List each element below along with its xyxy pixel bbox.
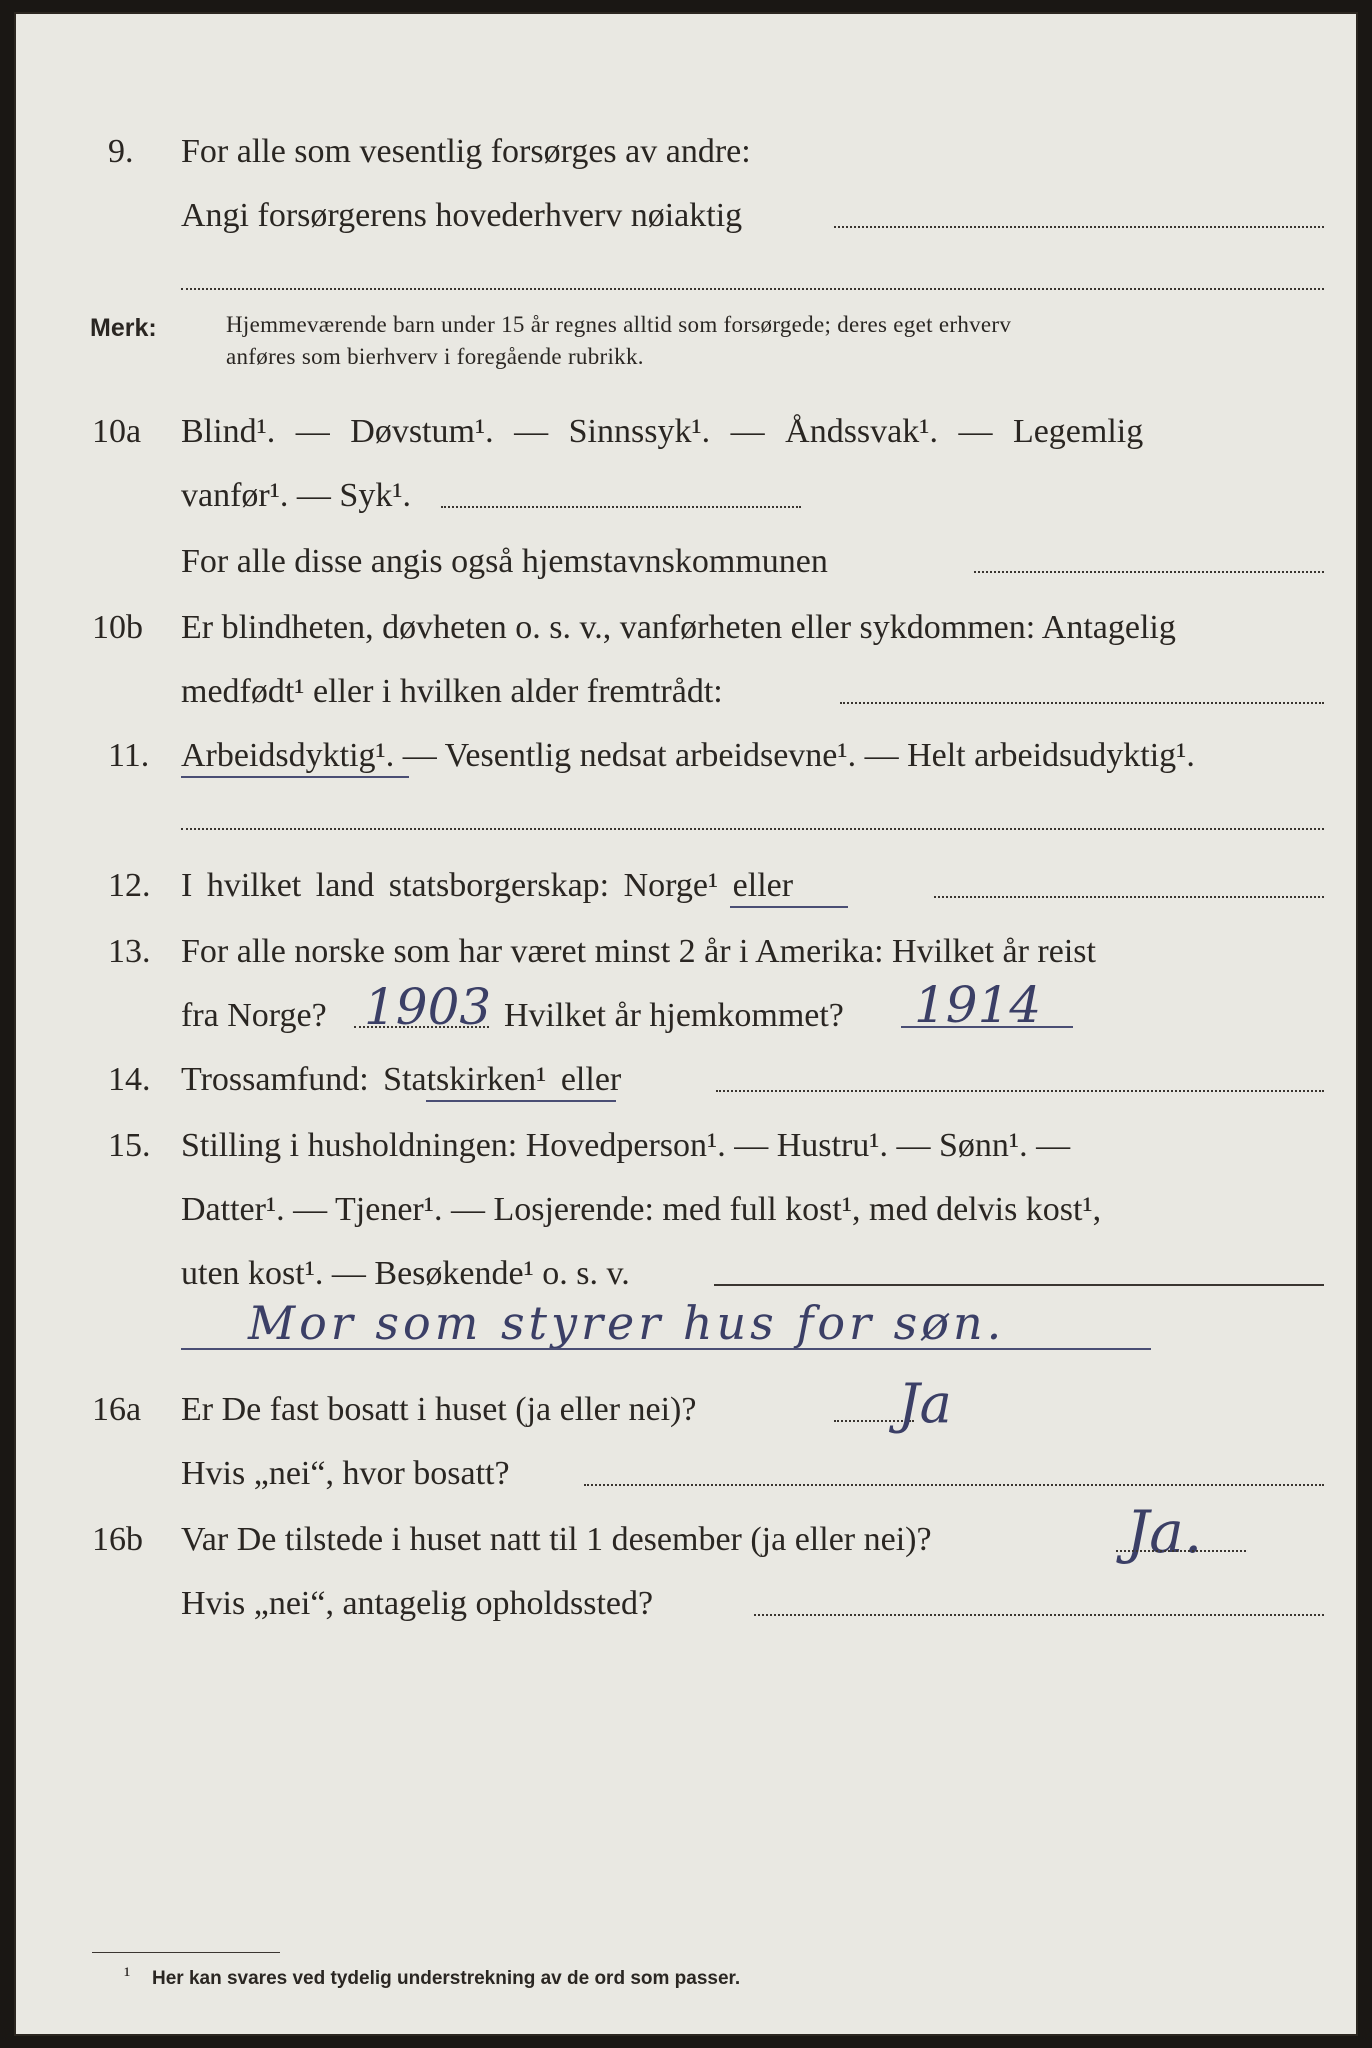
question-12-answer-line <box>934 896 1324 898</box>
question-16b-location-line <box>754 1614 1324 1616</box>
question-10a-number: 10a <box>92 413 142 450</box>
question-10a-answer-line <box>441 506 801 508</box>
question-16b-number: 16b <box>92 1521 143 1558</box>
question-13-return-answer: 1914 <box>914 976 1042 1034</box>
question-13-return-label: Hvilket år hjemkommet? <box>504 997 844 1034</box>
question-16a-residence-line <box>584 1484 1324 1486</box>
merk-label: Merk: <box>90 314 157 342</box>
question-13-text: For alle norske som har været minst 2 år i Amerika: Hvilket år reist <box>181 933 1096 970</box>
question-10b-number: 10b <box>92 609 143 646</box>
question-10a-home-municipality: For alle disse angis også hjemstavnskommunen <box>181 543 828 580</box>
merk-text-1: Hjemmeværende barn under 15 år regnes alltid som forsørgede; deres eget erhverv <box>226 312 1012 337</box>
question-10b-answer-line <box>840 702 1324 704</box>
question-15-answer: Mor som styrer hus for søn. <box>248 1296 1006 1350</box>
question-12-number: 12. <box>108 867 151 904</box>
question-12-text: I hvilket land statsborgerskap: Norge¹ eller <box>181 867 794 904</box>
question-13-departure-answer: 1903 <box>364 978 492 1036</box>
question-9-answer-line-2 <box>181 288 1324 290</box>
question-9-subtext: Angi forsørgerens hovederhverv nøiaktig <box>181 197 743 234</box>
question-16b-answer: Ja. <box>1126 1498 1203 1566</box>
question-9-text: For alle som vesentlig forsørges av andre: <box>181 133 751 170</box>
question-16a-text: Er De fast bosatt i huset (ja eller nei)? <box>181 1391 697 1428</box>
question-15-answer-line-2 <box>181 1348 1151 1350</box>
question-15-answer-line <box>714 1284 1324 1286</box>
question-9-answer-line <box>834 226 1324 228</box>
footnote-text: Her kan svares ved tydelig understrekning av de ord som passer. <box>152 1968 741 1989</box>
question-13-departure-label: fra Norge? <box>181 997 327 1034</box>
question-13-number: 13. <box>108 933 151 970</box>
question-12-underline-mark <box>730 906 848 908</box>
question-15-text-3: uten kost¹. — Besøkende¹ o. s. v. <box>181 1255 630 1292</box>
question-15-number: 15. <box>108 1127 151 1164</box>
question-16b-subtext: Hvis „nei“, antagelig opholdssted? <box>181 1585 654 1622</box>
question-11-text: Arbeidsdyktig¹. — Vesentlig nedsat arbeidsevne¹. — Helt arbeidsudyktig¹. <box>181 737 1195 774</box>
question-14-answer-line <box>716 1090 1324 1092</box>
question-13-return-line <box>901 1026 1073 1028</box>
question-16a-subtext: Hvis „nei“, hvor bosatt? <box>181 1455 510 1492</box>
question-11-underline-mark <box>181 776 409 778</box>
question-13-departure-line <box>354 1026 489 1028</box>
question-16a-number: 16a <box>92 1391 142 1428</box>
question-10a-subtext: vanfør¹. — Syk¹. <box>181 477 412 514</box>
question-10a-text: Blind¹. — Døvstum¹. — Sinnssyk¹. — Åndssvak¹. — Legemlig <box>181 413 1144 450</box>
footnote-rule <box>92 1952 280 1953</box>
question-14-number: 14. <box>108 1061 151 1098</box>
question-16b-text: Var De tilstede i huset natt til 1 desember (ja eller nei)? <box>181 1521 932 1558</box>
merk-text-2: anføres som bierhverv i foregående rubrikk. <box>226 344 644 369</box>
question-11-answer-line <box>181 828 1324 830</box>
question-15-text-2: Datter¹. — Tjener¹. — Losjerende: med full kost¹, med delvis kost¹, <box>181 1191 1102 1228</box>
question-10b-subtext: medfødt¹ eller i hvilken alder fremtrådt: <box>181 673 723 710</box>
question-11-number: 11. <box>108 737 150 774</box>
census-form-page <box>14 12 1358 2036</box>
question-15-text: Stilling i husholdningen: Hovedperson¹. — Hustru¹. — Sønn¹. — <box>181 1127 1071 1164</box>
question-16a-answer: Ja <box>898 1372 952 1435</box>
question-16b-answer-line <box>1116 1550 1246 1552</box>
question-10a-municipality-line <box>974 571 1324 573</box>
question-14-text: Trossamfund: Statskirken¹ eller <box>181 1061 622 1098</box>
question-9-number: 9. <box>108 133 134 170</box>
question-14-underline-mark <box>426 1100 616 1102</box>
question-10b-text: Er blindheten, døvheten o. s. v., vanførheten eller sykdommen: Antagelig <box>181 609 1176 646</box>
footnote-mark: ¹ <box>124 1963 131 1987</box>
